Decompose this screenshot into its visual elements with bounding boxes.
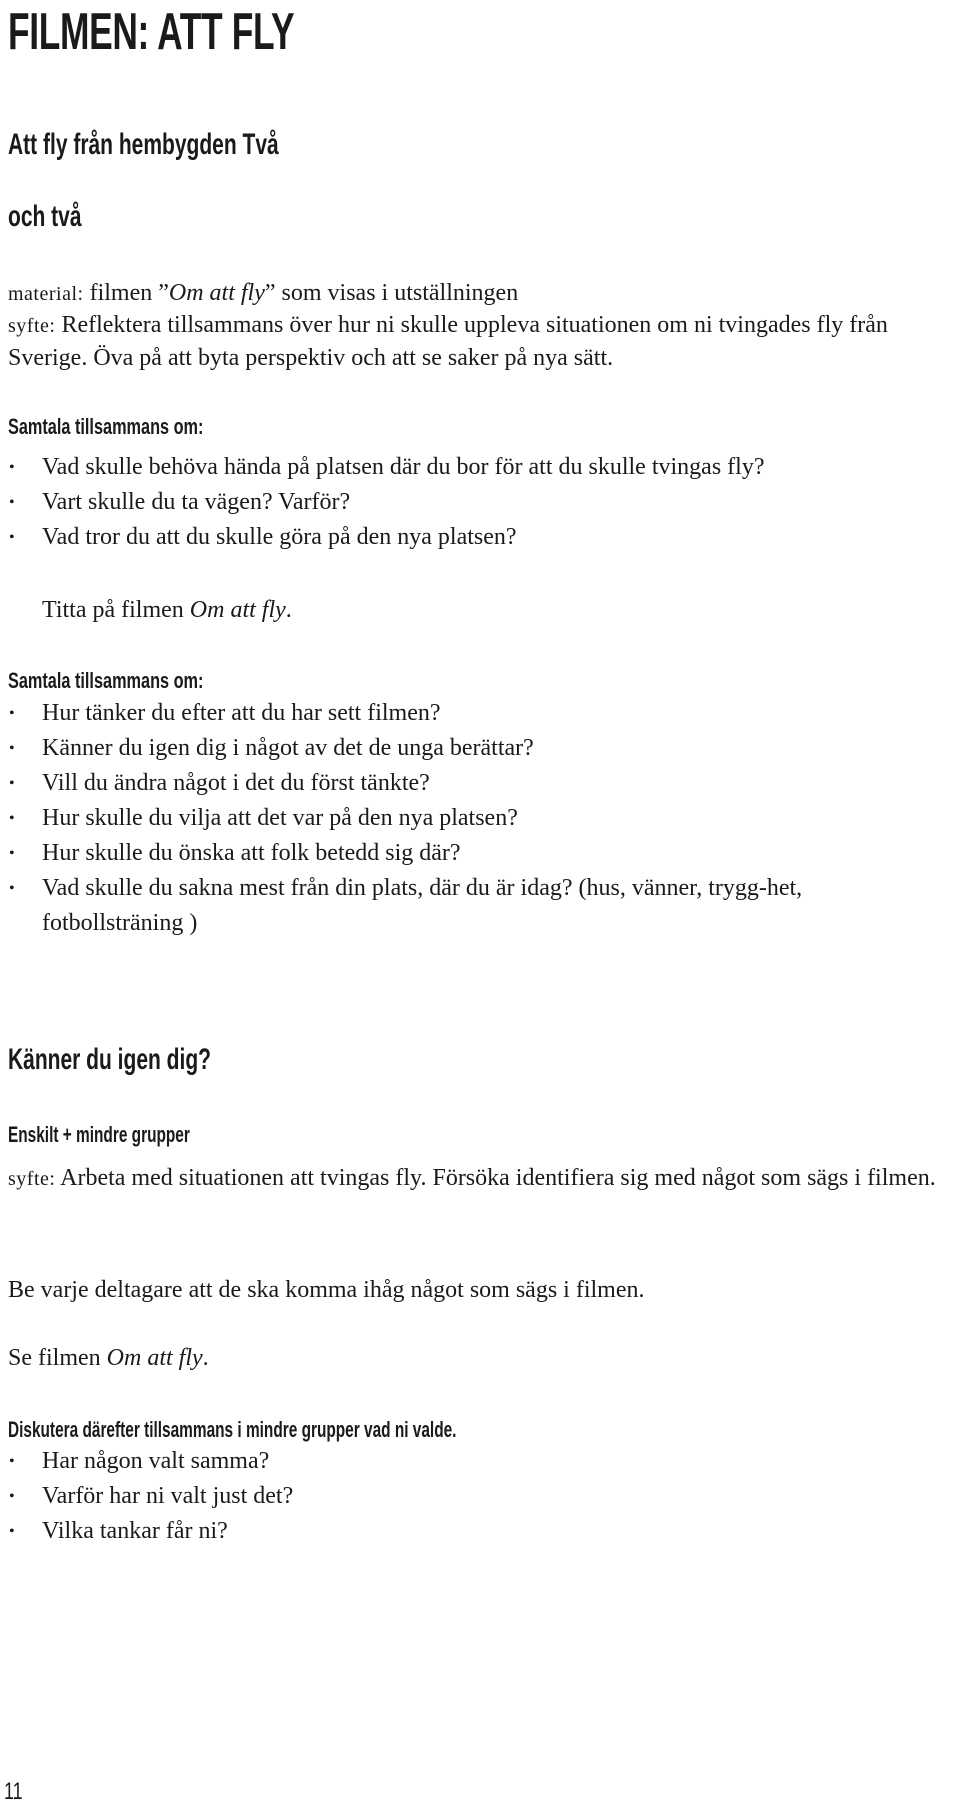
- section-2-subheading: Enskilt + mindre grupper: [8, 1122, 190, 1147]
- list-item: • Vad skulle behöva hända på platsen där du bor för att du skulle tvingas fly?: [8, 450, 948, 485]
- syfte-label: syfte:: [8, 1168, 56, 1190]
- list-item: • Vilka tankar får ni?: [8, 1514, 908, 1549]
- list-item: • Hur tänker du efter att du har sett filmen?: [8, 696, 888, 731]
- page-title: FILMEN: ATT FLY: [8, 3, 295, 61]
- list-item: • Vad tror du att du skulle göra på den nya platsen?: [8, 520, 948, 555]
- section-heading-line-2: och två: [8, 200, 82, 233]
- page-number: 11: [4, 1778, 23, 1805]
- material-text-end: ” som visas i utställningen: [264, 280, 519, 306]
- list-item: • Känner du igen dig i något av det de unga berättar?: [8, 731, 888, 766]
- section-heading-line-1: Att fly från hembygden Två: [8, 128, 279, 161]
- syfte-text: Reflektera tillsammans över hur ni skulle uppleva situationen om ni tvingades fly från Sverige. Öva på att byta perspektiv och att se saker på nya sätt.: [8, 312, 888, 371]
- list-item: • Hur skulle du önska att folk betedd sig där?: [8, 836, 888, 871]
- watch-instruction: Titta på filmen Om att fly.: [42, 597, 292, 623]
- syfte-paragraph: [8, 309, 888, 374]
- list-item: • Hur skulle du vilja att det var på den nya platsen?: [8, 801, 888, 836]
- film-title: Om att fly: [106, 1345, 203, 1371]
- question-list-2: [8, 696, 888, 941]
- discuss-heading-1: Samtala tillsammans om:: [8, 414, 204, 439]
- syfte-label: syfte:: [8, 315, 56, 337]
- syfte-text: Arbeta med situationen att tvingas fly. Försöka identifiera sig med något som sägs i filmen.: [55, 1165, 936, 1191]
- section-2-heading: Känner du igen dig?: [8, 1043, 211, 1076]
- material-paragraph: [8, 277, 958, 310]
- watch-instruction-2: Se filmen Om att fly.: [8, 1345, 209, 1371]
- syfte-paragraph-2: [8, 1162, 958, 1195]
- material-film-title: Om att fly: [168, 280, 265, 306]
- material-label: material:: [8, 283, 84, 305]
- list-item: • Vill du ändra något i det du först tänkte?: [8, 766, 888, 801]
- discuss-heading-2: Samtala tillsammans om:: [8, 668, 204, 693]
- list-item: • Vad skulle du sakna mest från din plats, där du är idag? (hus, vänner, trygg-het, fotbollsträning ): [8, 871, 888, 941]
- discuss-heading-3: Diskutera därefter tillsammans i mindre grupper vad ni valde.: [8, 1417, 457, 1442]
- list-item: • Har någon valt samma?: [8, 1444, 908, 1479]
- question-list-3: [8, 1444, 908, 1549]
- instruction-text: Be varje deltagare att de ska komma ihåg något som sägs i filmen.: [8, 1277, 645, 1303]
- list-item: • Varför har ni valt just det?: [8, 1479, 908, 1514]
- material-text: filmen ”: [83, 280, 169, 306]
- film-title: Om att fly: [189, 597, 286, 623]
- question-list-1: [8, 450, 948, 555]
- list-item: • Vart skulle du ta vägen? Varför?: [8, 485, 948, 520]
